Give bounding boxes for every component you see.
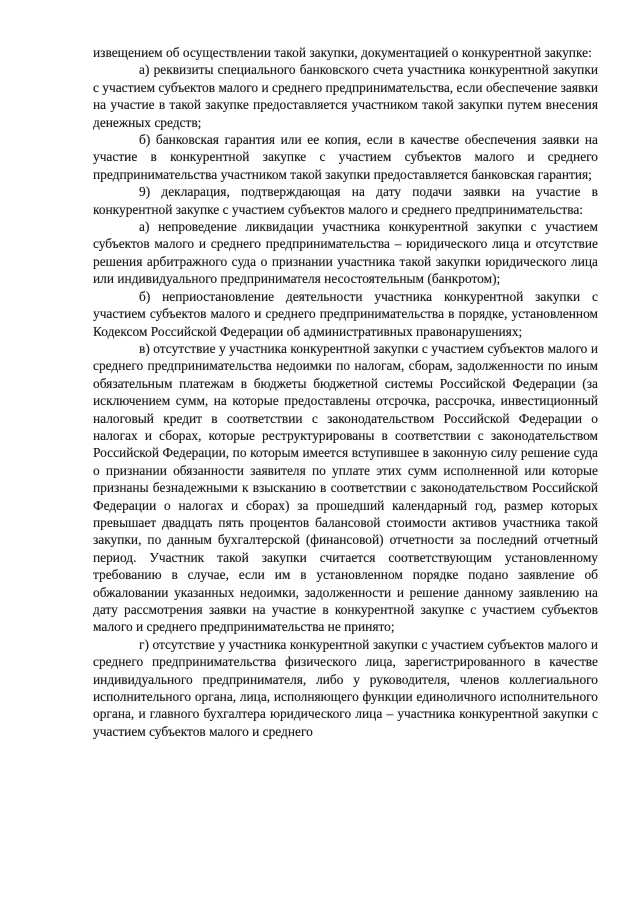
paragraph-a-no-liquidation: а) непроведение ликвидации участника конкурентной закупки с участием субъектов малого и среднего предпринимательства – юридического лица и отсутствие решения арбитражного суда о признании участника такой закупки юридического лица или индивидуального предпринимателя несостоятельным (банкротом); <box>93 219 598 287</box>
paragraph-a-bank-account-details: а) реквизиты специального банковского счета участника конкурентной закупки с участием субъектов малого и среднего предпринимательства, если обеспечение заявки на участие в такой закупке предоставляется участником такой закупки путем внесения денежных средств; <box>93 62 598 130</box>
paragraph-continuation: извещением об осуществлении такой закупки, документацией о конкурентной закупке: <box>93 45 592 60</box>
document-page <box>93 44 598 740</box>
paragraph-b-bank-guarantee: б) банковская гарантия или ее копия, если в качестве обеспечения заявки на участие в конкурентной закупке с участием субъектов малого и среднего предпринимательства участником такой закупки предоставляется банковская гарантия; <box>93 132 598 182</box>
paragraph-v-no-arrears: в) отсутствие у участника конкурентной закупки с участием субъектов малого и среднего предпринимательства недоимки по налогам, сборам, задолженности по иным обязательным платежам в бюджеты бюджетной системы Российской Федерации (за исключением сумм, на которые предоставлены отсрочка, рассрочка, инвестиционный налоговый кредит в соответствии с законодательством Российской Федерации о налогах и сборах, которые реструктурированы в соответствии с законодательством Российской Федерации, по которым имеется вступившее в законную силу решение суда о признании обязанности заявителя по уплате этих сумм исполненной или которые признаны безнадежными к взысканию в соответствии с законодательством Российской Федерации о налогах и сборах) за прошедший календарный год, размер которых превышает двадцать пять процентов балансовой стоимости активов участника такой закупки, по данным бухгалтерской (финансовой) отчетности за последний отчетный период. Участник такой закупки считается соответствующим установленному требованию в случае, если им в установленном порядке подано заявление об обжаловании указанных недоимки, задолженности и решение данному заявлению на дату рассмотрения заявки на участие в конкурентной закупке с участием субъектов малого и среднего предпринимательства не принято; <box>93 340 598 635</box>
paragraph-g-no-criminal-record: г) отсутствие у участника конкурентной закупки с участием субъектов малого и среднего предпринимательства физического лица, зарегистрированного в качестве индивидуального предпринимателя, либо у руководителя, членов коллегиального исполнительного органа, лица, исполняющего функции единоличного исполнительного органа, и главного бухгалтера юридического лица – участника конкурентной закупки с участием субъектов малого и среднего <box>93 636 598 739</box>
paragraph-b-no-suspension: б) неприостановление деятельности участника конкурентной закупки с участием субъектов малого и среднего предпринимательства в порядке, установленном Кодексом Российской Федерации об административных правонарушениях; <box>93 288 598 339</box>
paragraph-9-declaration: 9) декларация, подтверждающая на дату подачи заявки на участие в конкурентной закупке с участием субъектов малого и среднего предпринимательства: <box>93 184 598 217</box>
